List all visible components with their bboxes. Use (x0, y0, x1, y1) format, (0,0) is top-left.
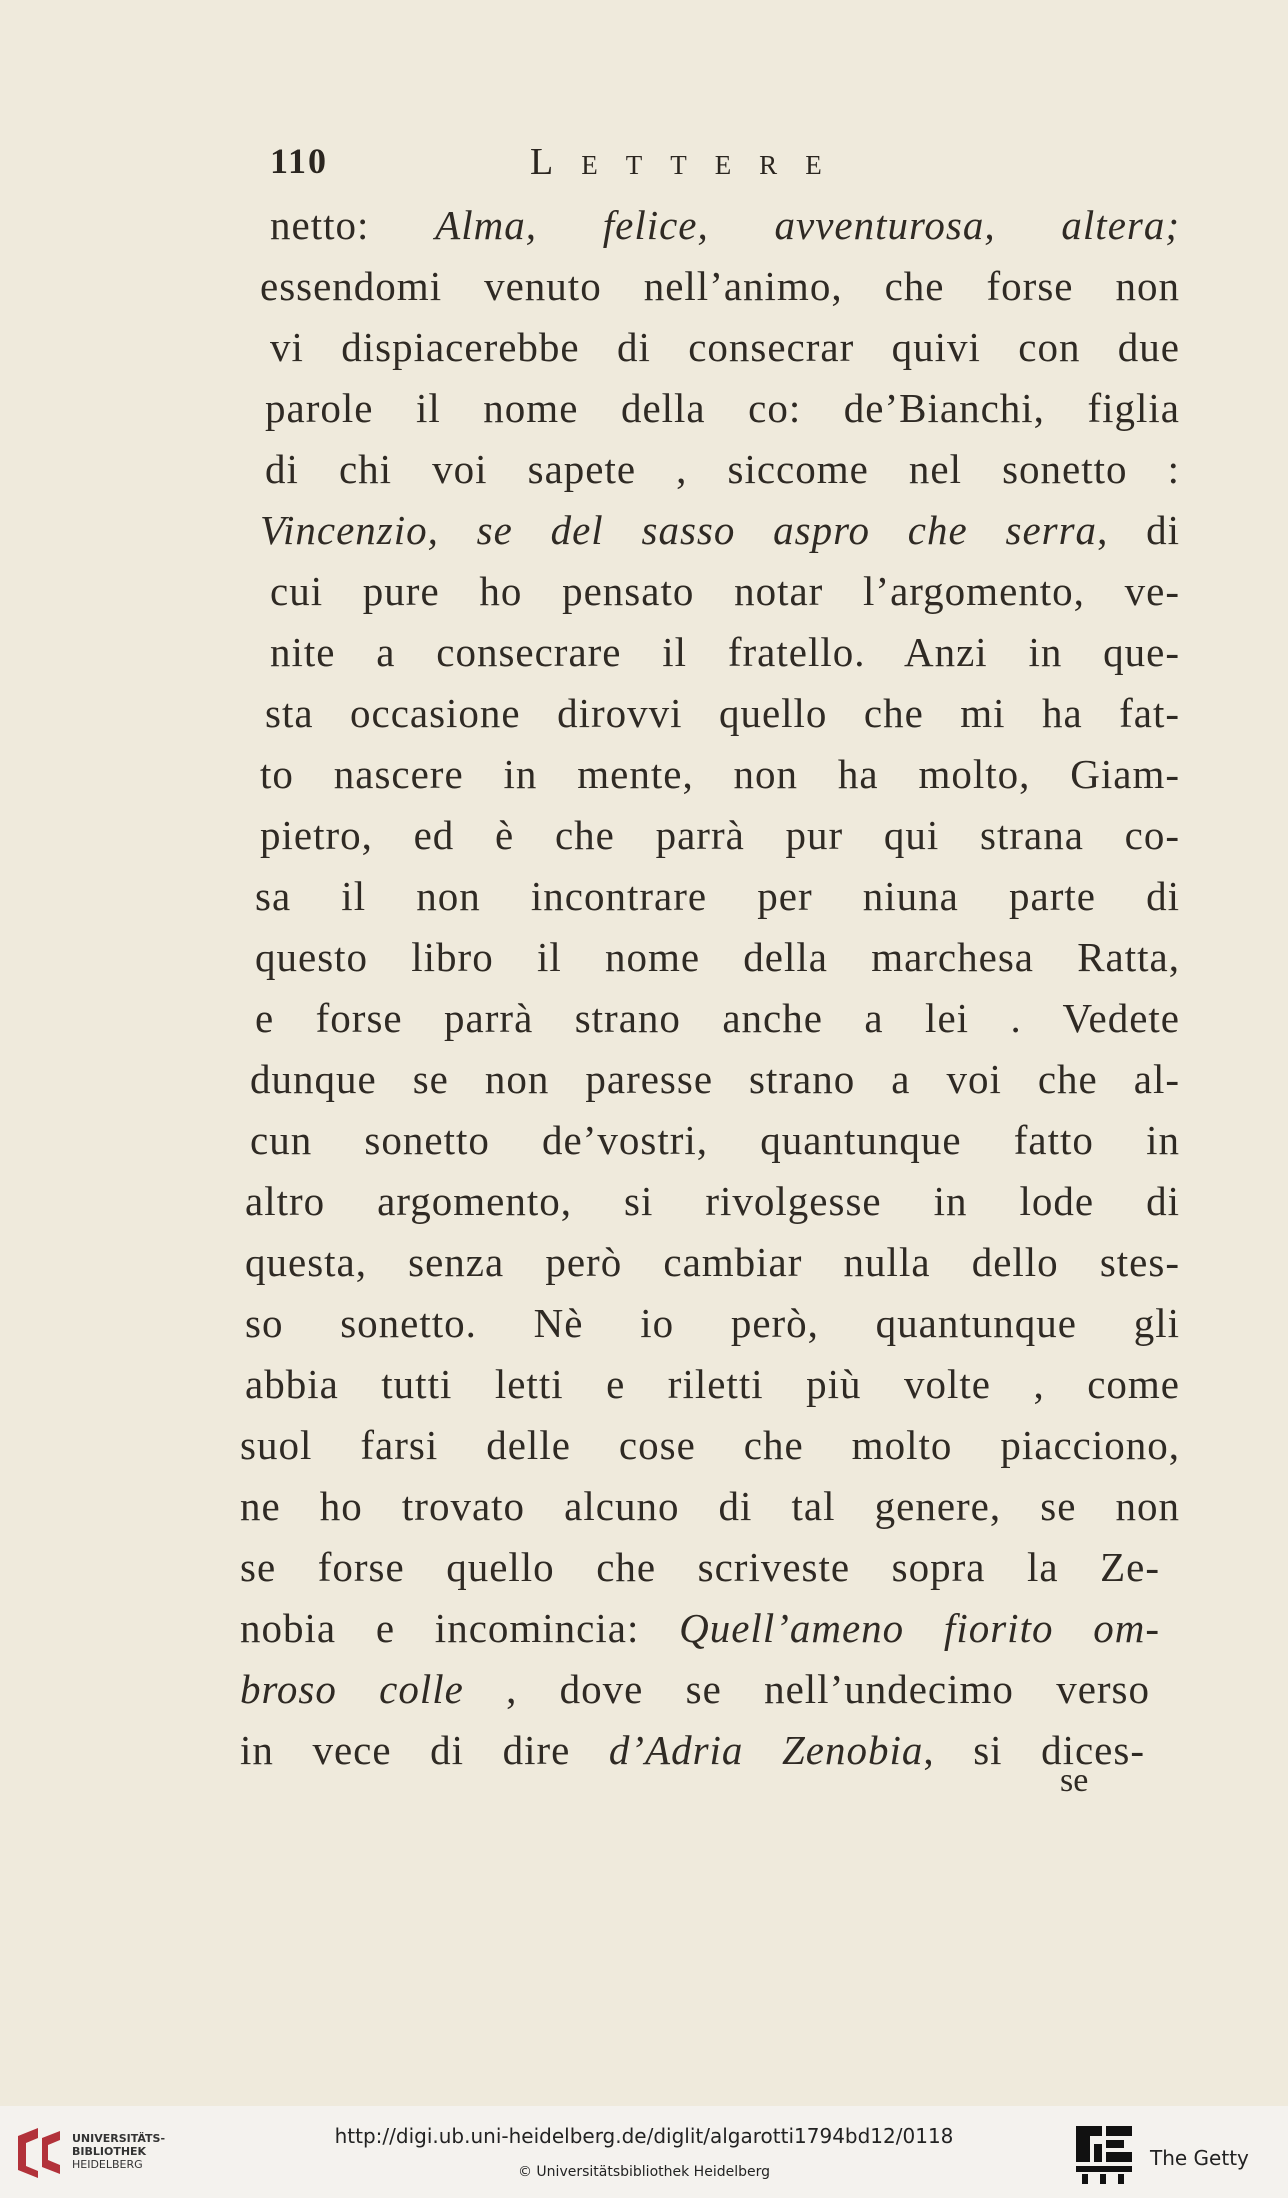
text-segment: nite a consecrare il fratello. Anzi in que- (270, 629, 1180, 675)
text-line (265, 378, 1180, 439)
library-logo-line-2: BIBLIOTHEK (72, 2145, 147, 2158)
text-line (270, 317, 1180, 378)
text-segment: parole il nome della co: de’Bianchi, figlia (265, 385, 1180, 431)
text-segment: questo libro il nome della marchesa Ratta, (255, 934, 1180, 980)
text-segment: questa, senza però cambiar nulla dello stes- (245, 1239, 1180, 1285)
text-line (260, 805, 1180, 866)
text-segment: e forse parrà strano anche a lei . Vedete (255, 995, 1180, 1041)
text-segment: , di (1097, 507, 1180, 553)
text-line (255, 988, 1180, 1049)
italic-segment: broso colle (240, 1666, 464, 1712)
text-line (240, 1415, 1180, 1476)
library-logo-line-1: UNIVERSITÄTS- (72, 2132, 166, 2145)
text-segment: cui pure ho pensato notar l’argomento, ve- (270, 568, 1180, 614)
text-segment: pietro, ed è che parrà pur qui strana co- (260, 812, 1180, 858)
getty-logo-icon (1074, 2122, 1136, 2186)
running-head (270, 140, 970, 190)
permalink-text[interactable]: http://digi.ub.uni-heidelberg.de/diglit/algarotti1794bd12/0118 (334, 2124, 954, 2148)
italic-segment: d’Adria Zenobia (608, 1727, 924, 1773)
text-line (265, 683, 1180, 744)
text-line (260, 256, 1180, 317)
text-line (250, 1049, 1180, 1110)
text-segment: netto: (270, 202, 436, 248)
copyright-notice: © Universitätsbibliothek Heidelberg (517, 2164, 770, 2180)
text-line (260, 500, 1180, 561)
text-segment: , si dices- (923, 1727, 1145, 1773)
text-line (240, 1659, 1150, 1720)
catchword: se (1060, 1762, 1089, 1799)
text-segment: se forse quello che scriveste sopra la Ze- (240, 1544, 1160, 1590)
page-number: 110 (270, 141, 329, 181)
text-line (270, 622, 1180, 683)
text-line (255, 866, 1180, 927)
text-line (245, 1232, 1180, 1293)
text-line (240, 1720, 1145, 1781)
text-segment: sta occasione dirovvi quello che mi ha fat- (265, 690, 1180, 736)
text-segment: sa il non incontrare per niuna parte di (255, 873, 1180, 919)
text-segment: di chi voi sapete , siccome nel sonetto : (265, 446, 1180, 492)
text-line (260, 744, 1180, 805)
italic-segment: Alma, felice, avventurosa, altera; (435, 202, 1181, 248)
italic-segment: Vincenzio, se del sasso aspro che serra (260, 507, 1098, 553)
text-line (270, 195, 1180, 256)
text-line (245, 1293, 1180, 1354)
text-line (255, 927, 1180, 988)
text-segment: suol farsi delle cose che molto piacciono, (240, 1422, 1180, 1468)
text-segment: essendomi venuto nell’animo, che forse non (260, 263, 1180, 309)
viewer-footer (0, 2106, 1288, 2198)
text-line (240, 1476, 1180, 1537)
body-text (240, 195, 1180, 1781)
text-line (245, 1354, 1180, 1415)
text-segment: dunque se non paresse strano a voi che al- (250, 1056, 1180, 1102)
getty-logo[interactable] (1074, 2122, 1274, 2186)
text-segment: to nascere in mente, non ha molto, Giam- (260, 751, 1180, 797)
text-segment: in vece di dire (240, 1727, 609, 1773)
text-line (245, 1171, 1180, 1232)
text-segment: abbia tutti letti e riletti più volte , come (245, 1361, 1180, 1407)
text-segment: so sonetto. Nè io però, quantunque gli (245, 1300, 1180, 1346)
library-logo-line-3: HEIDELBERG (72, 2158, 143, 2171)
text-line (265, 439, 1180, 500)
text-line (240, 1598, 1160, 1659)
text-line (250, 1110, 1180, 1171)
running-title: Lettere (530, 141, 850, 183)
italic-segment: Quell’ameno fiorito om- (679, 1605, 1160, 1651)
text-segment: vi dispiacerebbe di consecrar quivi con due (270, 324, 1180, 370)
text-line (270, 561, 1180, 622)
text-segment: , dove se nell’undecimo verso (463, 1666, 1150, 1712)
text-segment: nobia e incomincia: (240, 1605, 680, 1651)
text-line (240, 1537, 1160, 1598)
text-segment: altro argomento, si rivolgesse in lode di (245, 1178, 1180, 1224)
getty-label: The Getty (1150, 2146, 1249, 2170)
text-segment: ne ho trovato alcuno di tal genere, se non (240, 1483, 1180, 1529)
text-segment: cun sonetto de’vostri, quantunque fatto in (250, 1117, 1180, 1163)
